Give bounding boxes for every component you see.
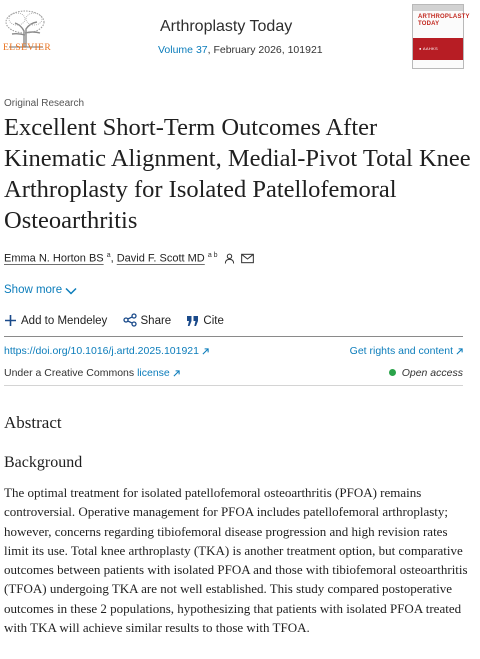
share-label: Share <box>140 315 172 327</box>
volume-info <box>158 44 323 56</box>
article-actions <box>4 313 236 327</box>
cover-band <box>413 38 463 60</box>
license-line <box>4 367 180 379</box>
show-more-label: Show more <box>4 284 63 296</box>
show-more-toggle[interactable] <box>4 284 77 296</box>
journal-cover[interactable] <box>412 4 470 69</box>
elsevier-wordmark: ELSEVIER <box>3 43 52 53</box>
external-arrow-icon <box>202 348 209 355</box>
journal-header <box>0 0 480 78</box>
cite-label: Cite <box>203 315 224 327</box>
cover-band-logo: ● AAHKS <box>419 46 438 51</box>
open-access-badge <box>389 367 463 379</box>
issue-date: , February 2026, 101921 <box>207 44 323 56</box>
actions-divider <box>4 336 463 337</box>
share-icon <box>123 313 137 327</box>
author-link[interactable]: David F. Scott MD <box>116 252 205 265</box>
person-icon[interactable] <box>224 253 235 264</box>
background-heading: Background <box>4 454 83 471</box>
abstract-heading: Abstract <box>4 413 62 432</box>
add-to-mendeley-button[interactable] <box>4 314 107 327</box>
cover-title: ARTHROPLASTY TODAY <box>418 14 470 27</box>
cite-button[interactable] <box>186 315 223 327</box>
doi-link[interactable] <box>4 345 209 357</box>
volume-link[interactable]: Volume 37 <box>158 44 208 56</box>
rights-text: Get rights and content <box>349 345 453 357</box>
author-affiliation[interactable]: a b <box>207 252 218 259</box>
open-access-dot <box>389 369 396 376</box>
license-prefix: Under a Creative Commons <box>4 367 135 379</box>
rights-link[interactable] <box>350 345 463 357</box>
envelope-icon[interactable] <box>241 253 254 264</box>
external-arrow-icon <box>173 370 180 377</box>
journal-title[interactable]: Arthroplasty Today <box>160 18 293 35</box>
doi-text: https://doi.org/10.1016/j.artd.2025.101921 <box>4 345 199 357</box>
article-title: Excellent Short-Term Outcomes After Kinematic Alignment, Medial-Pivot Total Knee Arthroplasty for Isolated Patellofemoral Osteoarthritis <box>4 114 471 234</box>
cover-top-strip <box>413 5 463 11</box>
license-link[interactable]: license <box>137 367 170 379</box>
share-button[interactable] <box>123 313 172 327</box>
external-arrow-icon <box>456 348 463 355</box>
open-access-label: Open access <box>401 367 463 379</box>
author-separator: , <box>110 252 114 265</box>
abstract-paragraph: The optimal treatment for isolated patellofemoral osteoarthritis (PFOA) remains controversial. Operative management for PFOA includes patellofemoral arthroplasty; however, concerns regarding tibiofemoral disease progression and high revision rates limit its use. Total knee arthroplasty (TKA) is another treatment option, but comparative outcomes between patients with isolated PFOA and those with tibiofemoral osteoarthritis (TFOA) undergoing TKA are not well established. This study compared postoperative outcomes in these 2 populations, hypothesizing that patients with isolated PFOA treated with TKA will achieve similar results to those with TFOA. <box>4 485 468 636</box>
chevron-down-icon <box>65 287 77 295</box>
author-link[interactable]: Emma N. Horton BS <box>4 252 104 265</box>
metadata-divider <box>4 385 463 386</box>
author-affiliation[interactable]: a <box>106 252 111 259</box>
author-list <box>4 252 254 265</box>
quote-icon <box>186 315 199 327</box>
plus-icon <box>4 314 17 327</box>
mendeley-label: Add to Mendeley <box>21 315 108 327</box>
article-type: Original Research <box>4 98 85 109</box>
